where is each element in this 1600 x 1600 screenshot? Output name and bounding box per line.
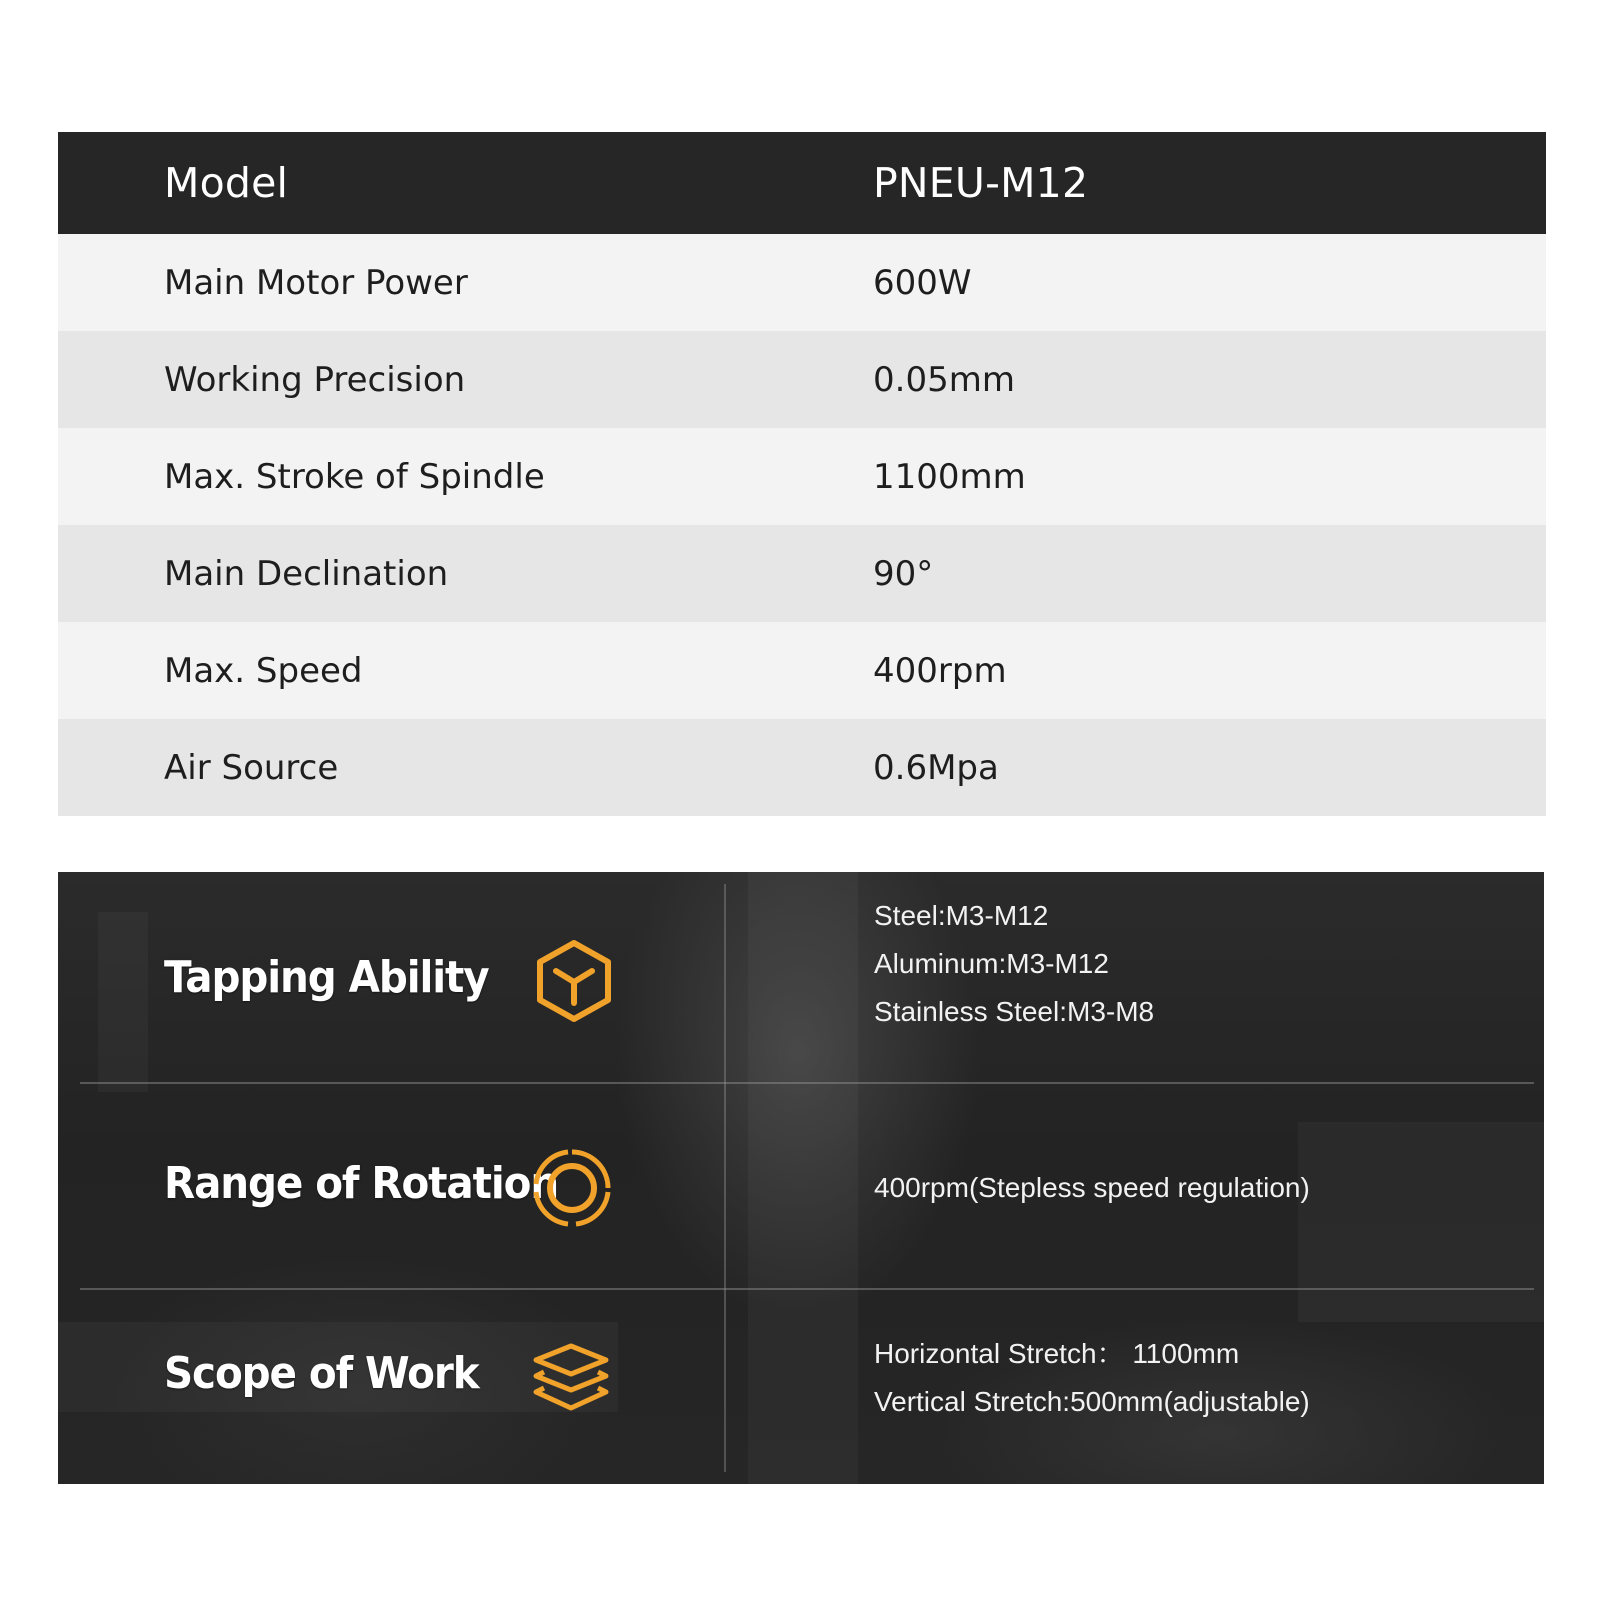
feature-title-rotation: Range of Rotation [164, 1158, 559, 1209]
table-row [58, 331, 1546, 428]
row-label: Main Motor Power [164, 262, 468, 303]
row-label: Working Precision [164, 359, 466, 400]
row-value: 600W [873, 262, 972, 303]
rotation-ring-icon [532, 1148, 612, 1228]
table-row [58, 622, 1546, 719]
row-label: Air Source [164, 747, 339, 788]
feature-panel [58, 872, 1544, 1484]
row-label: Max. Stroke of Spindle [164, 456, 545, 497]
row-value: 0.05mm [873, 359, 1015, 400]
table-row [58, 525, 1546, 622]
feature-details-scope [874, 1330, 1310, 1426]
background-texture [748, 872, 858, 1484]
spec-table [58, 132, 1546, 816]
spec-table-header [58, 132, 1546, 234]
detail-line: Horizontal Stretch： 1100mm [874, 1338, 1240, 1369]
header-label: Model [164, 159, 289, 207]
column-divider [724, 884, 726, 1472]
background-texture [1298, 1122, 1544, 1322]
feature-title-tapping: Tapping Ability [164, 952, 489, 1003]
layers-icon [530, 1342, 612, 1416]
background-texture [98, 912, 148, 1092]
row-label: Max. Speed [164, 650, 363, 691]
row-value: 0.6Mpa [873, 747, 999, 788]
detail-line: Steel:M3-M12 [874, 900, 1049, 931]
row-value: 1100mm [873, 456, 1026, 497]
row-divider [80, 1082, 1534, 1084]
row-value: 400rpm [873, 650, 1007, 691]
detail-line: Stainless Steel:M3-M8 [874, 996, 1155, 1027]
feature-details-tapping [874, 892, 1154, 1036]
table-row [58, 428, 1546, 525]
cube-icon [536, 940, 612, 1022]
detail-line: Aluminum:M3-M12 [874, 948, 1109, 979]
detail-line: 400rpm(Stepless speed regulation) [874, 1172, 1310, 1203]
row-label: Main Declination [164, 553, 449, 594]
row-value: 90° [873, 553, 934, 594]
feature-details-rotation [874, 1164, 1310, 1212]
table-row [58, 719, 1546, 816]
detail-line: Vertical Stretch:500mm(adjustable) [874, 1386, 1310, 1417]
feature-title-scope: Scope of Work [164, 1348, 479, 1399]
row-divider [80, 1288, 1534, 1290]
table-row [58, 234, 1546, 331]
header-value: PNEU-M12 [873, 159, 1089, 207]
